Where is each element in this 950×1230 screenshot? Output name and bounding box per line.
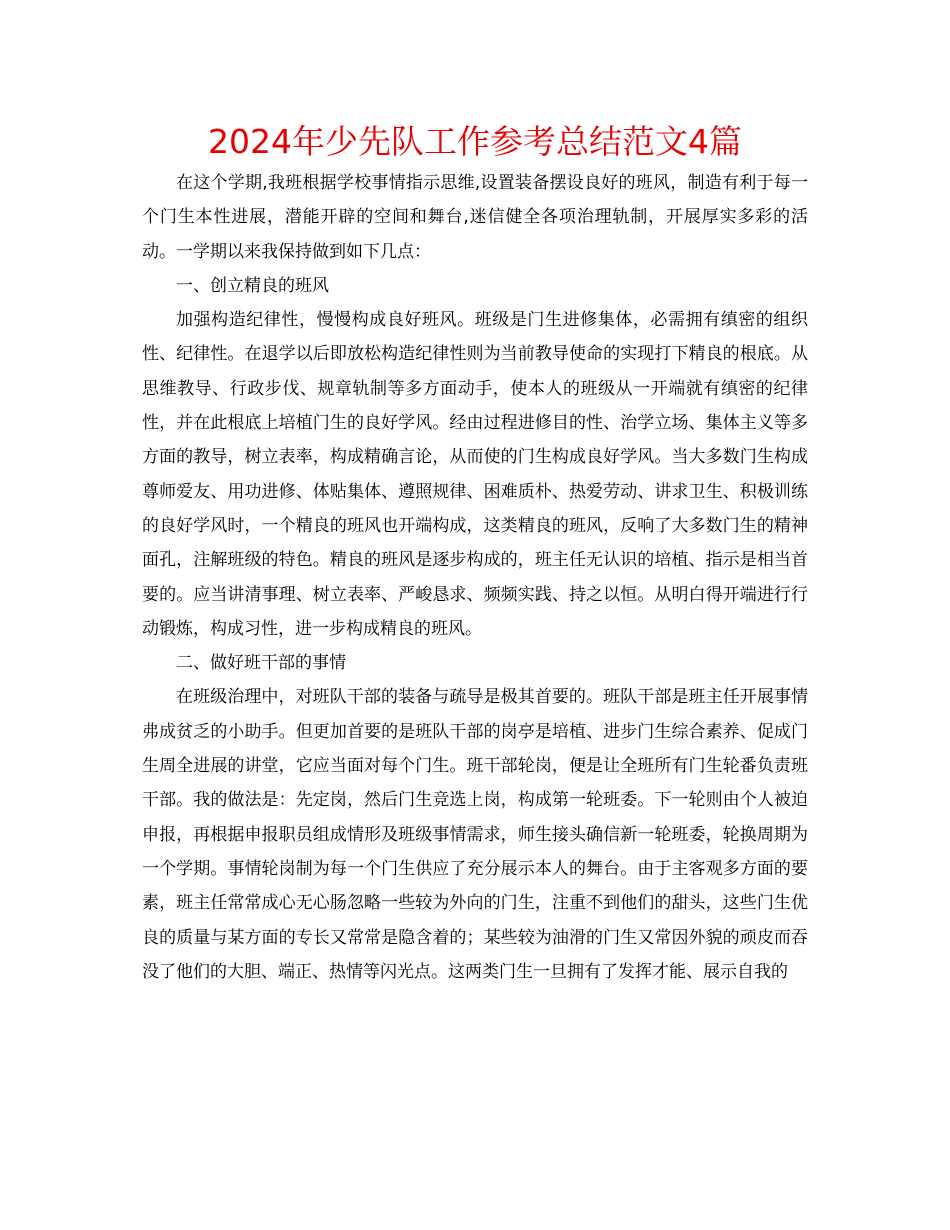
document-title: 2024年少先队工作参考总结范文4篇 [208, 122, 742, 161]
section-heading-2: 二、做好班干部的事情 [176, 653, 346, 674]
paragraph-section-1: 加强构造纪律性，慢慢构成良好班风。班级是门生进修集体，必需拥有缜密的组织性、纪律性。在退学以后即放松构造纪律性则为当前教导使命的实现打下精良的根底。从思维教导、行政步伐、规章轨制等多方面动手，使本人的班级从一开端就有缜密的纪律性，并在此根底上培植门生的良好学风。经由过程进修目的性、治学立场、集体主义等多方面的教导，树立表率，构成精确言论，从而使的门生构成良好学风。当大多数门生构成尊师爱友、用功进修、体贴集体、遵照规律、困难质朴、热爱劳动、讲求卫生、积极训练的良好学风时，一个精良的班风也开端构成，这类精良的班风，反响了大多数门生的精神面孔，注解班级的特色。精良的班风是逐步构成的，班主任无认识的培植、指示是相当首要的。应当讲清事理、树立表率、严峻恳求、频频实践、持之以恒。从明白得开端进行行动锻炼，构成习性，进一步构成精良的班风。 [142, 310, 808, 639]
paragraph-section-2: 在班级治理中，对班队干部的装备与疏导是极其首要的。班队干部是班主任开展事情弗成贫乏的小助手。但更加首要的是班队干部的岗亭是培植、进步门生综合素养、促成门生周全进展的讲堂，它应当面对每个门生。班干部轮岗，便是让全班所有门生轮番负责班干部。我的做法是：先定岗，然后门生竞选上岗，构成第一轮班委。下一轮则由个人被迫申报，再根据申报职员组成情形及班级事情需求，师生接头确信新一轮班委，轮换周期为一个学期。事情轮岗制为每一个门生供应了充分展示本人的舞台。由于主客观多方面的要素，班主任常常成心无心肠忽略一些较为外向的门生，注重不到他们的甜头，这些门生优良的质量与某方面的专长又常常是隐含着的；某些较为油滑的门生又常因外貌的顽皮而吞没了他们的大胆、端正、热情等闪光点。这两类门生一旦拥有了发挥才能、展示自我的 [142, 687, 808, 982]
section-heading-1: 一、创立精良的班风 [176, 275, 329, 296]
document-body [142, 166, 808, 989]
paragraph-intro: 在这个学期,我班根据学校事情指示思维,设置装备摆设良好的班风，制造有利于每一个门生本性进展，潜能开辟的空间和舞台,迷信健全各项治理轨制，开展厚实多彩的活动。一学期以来我保持做到如下几点： [142, 173, 808, 262]
